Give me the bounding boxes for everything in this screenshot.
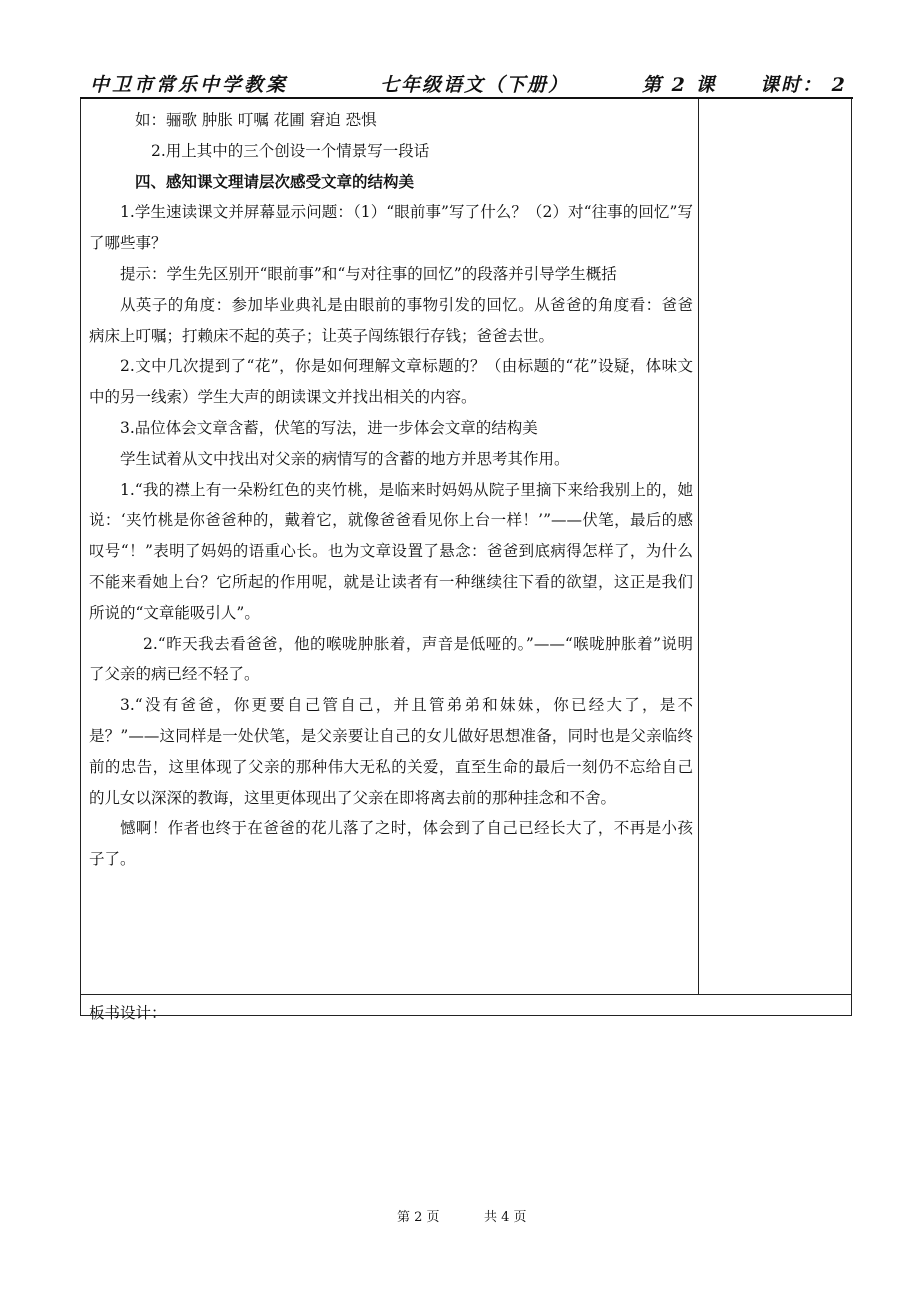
school-name: 中卫市常乐中学教案 [90,74,289,96]
page-total: 共 4 页 [484,1210,527,1225]
class-period: 课时： 2 [760,74,847,96]
student-task: 学生试着从文中找出对父亲的病情写的含蓄的地方并思考其作用。 [120,449,570,468]
analysis-two: 2.“昨天我去看爸爸，他的喉咙肿胀着，声音是低哑的。”——“喉咙肿胀着”说明了父亲的病已经不轻了。 [89,634,693,684]
analysis-three: 3.“没有爸爸，你更要自己管自己，并且管弟弟和妹妹，你已经大了，是不是？”——这同样是一处伏笔，是父亲要让自己的女儿做好思想准备，同时也是父亲临终前的忠告，这里体现了父亲的那种伟大无私的关爱，直至生命的最后一刻仍不忘给自己的儿女以深深的教诲，这里更体现出了父亲在即将离去前的那种挂念和不舍。 [89,696,693,807]
board-design-cell [81,995,851,1115]
section-heading-four: 四、感知课文理请层次感受文章的结构美 [135,172,415,191]
teaching-content [89,105,693,875]
question-three: 3.品位体会文章含蓄，伏笔的写法，进一步体会文章的结构美 [120,418,538,437]
perspective-analysis: 从英子的角度：参加毕业典礼是由眼前的事物引发的回忆。从爸爸的角度看：爸爸病床上叮嘱；打赖床不起的英子；让英子闯练银行存钱；爸爸去世。 [89,295,693,345]
vocab-examples: 如：骊歌 肿胀 叮嘱 花圃 窘迫 恐惧 [135,111,377,129]
board-design-label: 板书设计： [89,1004,167,1022]
teaching-content-cell [81,99,699,994]
notes-cell [699,99,852,994]
task-write-paragraph: 2.用上其中的三个创设一个情景写一段话 [151,141,430,160]
analysis-one: 1.“我的襟上有一朵粉红色的夹竹桃，是临来时妈妈从院子里摘下来给我别上的，她说：‘夹竹桃是你爸爸种的，戴着它，就像爸爸看见你上台一样！’”——伏笔，最后的感叹号“！”表明了妈妈的语重心长。也为文章设置了悬念：爸爸到底病得怎样了，为什么不能来看她上台？它所起的作用呢，就是让读者有一种继续往下看的欲望，这正是我们所说的“文章能吸引人”。 [89,480,693,622]
question-two: 2.文中几次提到了“花”，你是如何理解文章标题的？（由标题的“花”设疑，体味文中的另一线索）学生大声的朗读课文并找出相关的内容。 [89,357,693,407]
page-header [80,68,852,98]
hint-text: 提示：学生先区别开“眼前事”和“与对往事的回忆”的段落并引导学生概括 [120,264,617,283]
lesson-number: 第 2 课 [642,74,717,96]
grade-subject: 七年级语文（下册） [380,74,570,96]
conclusion: 憾啊！作者也终于在爸爸的花儿落了之时，体会到了自己已经长大了，不再是小孩子了。 [89,819,693,869]
question-one: 1.学生速读课文并屏幕显示问题：（1）“眼前事”写了什么？（2）对“往事的回忆”写了哪些事？ [89,203,693,253]
page-number: 第 2 页 [397,1210,440,1225]
lesson-plan-table [80,99,852,1022]
